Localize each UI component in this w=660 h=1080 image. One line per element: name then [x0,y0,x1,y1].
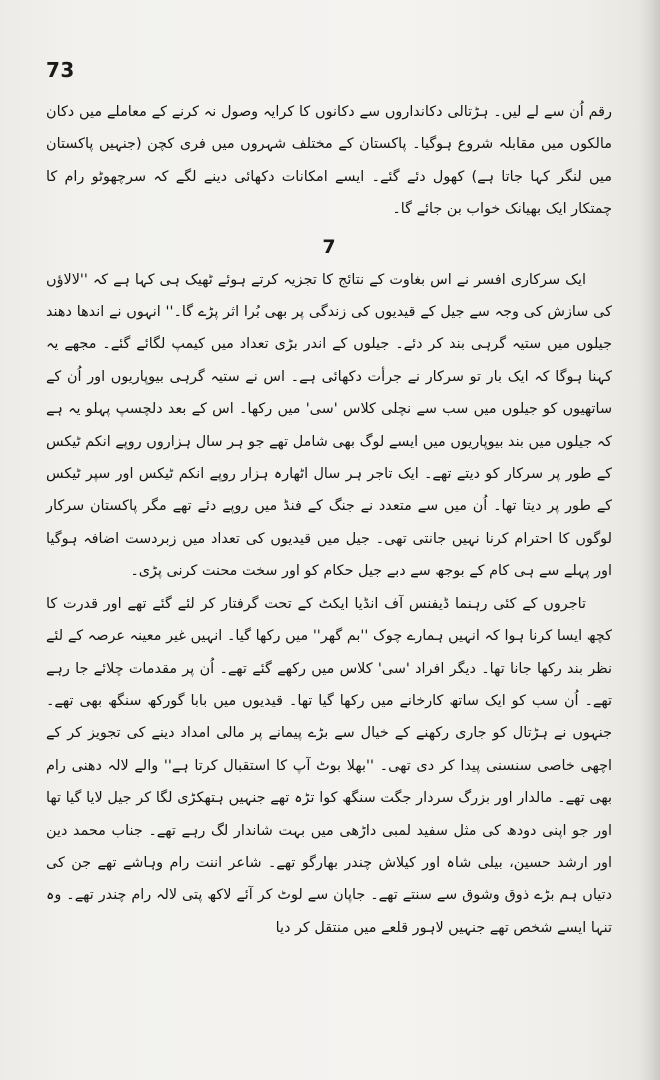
section-number: 7 [322,235,336,258]
paragraph-officer-analysis: ایک سرکاری افسر نے اس بغاوت کے نتائج کا تجزیہ کرتے ہوئے ٹھیک ہی کہا ہے کہ ''لالاؤں کی سازش کی وجہ سے جیل کے قیدیوں کی زندگی پر بھی بُرا اثر پڑے گا۔'' انہوں نے اندھا دھند جیلوں میں ستیہ گرہی بند کر دئے۔ جیلوں کے اندر بڑی تعداد میں کیمپ لگائے گئے۔ مجھے یہ کہنا ہوگا کہ ایک بار تو سرکار نے جرأت دکھائی ہے۔ اس نے ستیہ گرہی بیوپاریوں اور اُن کے ساتھیوں کو جیلوں میں سب سے نچلی کلاس 'سی' میں رکھا۔ اس کے بعد دلچسپ پہلو یہ ہے کہ جیلوں میں بند بیوپاریوں میں ایسے لوگ بھی شامل تھے جو ہر سال ہزاروں روپے انکم ٹیکس کے طور پر سرکار کو دیتے تھے۔ ایک تاجر ہر سال اٹھارہ ہزار روپے انکم ٹیکس اور سپر ٹیکس کے طور پر دیتا تھا۔ اُن میں سے متعدد نے جنگ کے فنڈ میں روپے دئے تھے مگر پاکستان سرکار لوگوں کا احترام کرنا نہیں جانتی تھی۔ جیل میں قیدیوں کی تعداد میں زبردست اضافہ ہوگیا اور پہلے سے ہی کام کے بوجھ سے دبے جیل حکام کو اور سخت محنت کرنی پڑی۔ [46,271,612,580]
paragraph-continued: رقم اُن سے لے لیں۔ ہڑتالی دکانداروں سے دکانوں کا کرایہ وصول نہ کرنے کے معاملے میں دکان مالکوں میں مقابلہ شروع ہوگیا۔ پاکستان کے مختلف شہروں میں فری کچن (جنہیں پاکستان میں لنگر کہا جاتا ہے) کھول دئے گئے۔ ایسے امکانات دکھائی دینے لگے کہ سرچھوٹو رام کا چمتکار ایک بھیانک خواب بن جائے گا۔ [46,104,612,218]
paragraph-traders-arrested: تاجروں کے کئی رہنما ڈیفنس آف انڈیا ایکٹ کے تحت گرفتار کر لئے گئے تھے اور قدرت کا کچھ ایسا کرنا ہوا کہ انہیں ہمارے چوک ''بم گھر'' میں رکھا گیا۔ انہیں غیر معینہ عرصہ کے لئے نظر بند رکھا جانا تھا۔ دیگر افراد 'سی' کلاس میں رکھے گئے تھے۔ اُن پر مقدمات چلائے جا رہے تھے۔ اُن سب کو ایک ساتھ کارخانے میں رکھا گیا تھا۔ قیدیوں میں بابا گورکھ سنگھ بھی تھے۔ جنہوں نے ہڑتال کو جاری رکھنے کے خیال سے بڑے پیمانے پر مالی امداد دینے کی تجویز کر کے اچھی خاصی سنسنی پیدا کر دی تھی۔ ''بھلا بوٹ آپ کا استقبال کرتا ہے'' والے لالہ دھنی رام بھی تھے۔ مالدار اور بزرگ سردار جگت سنگھ کوا تڑہ تھے جنہیں ہتھکڑی لگا کر جیل لایا گیا تھا اور جو اپنی دودھ کی مثل سفید لمبی داڑھی میں بہت شاندار لگ رہے تھے۔ جناب محمد دین اور ارشد حسین، بیلی شاہ اور کیلاش چندر بھارگو تھے۔ شاعر اننت رام وہاشے تھے جن کی دتیاں ہم بڑے ذوق وشوق سے سنتے تھے۔ جاپان سے لوٹ کر آئے لاکھ پتی لالہ رام چندر تھے۔ وہ تنہا ایسے شخص تھے جنہیں لاہور قلعے میں منتقل کر دیا [46,595,612,936]
page-body [46,96,612,1060]
page-number: 73 [46,58,75,82]
